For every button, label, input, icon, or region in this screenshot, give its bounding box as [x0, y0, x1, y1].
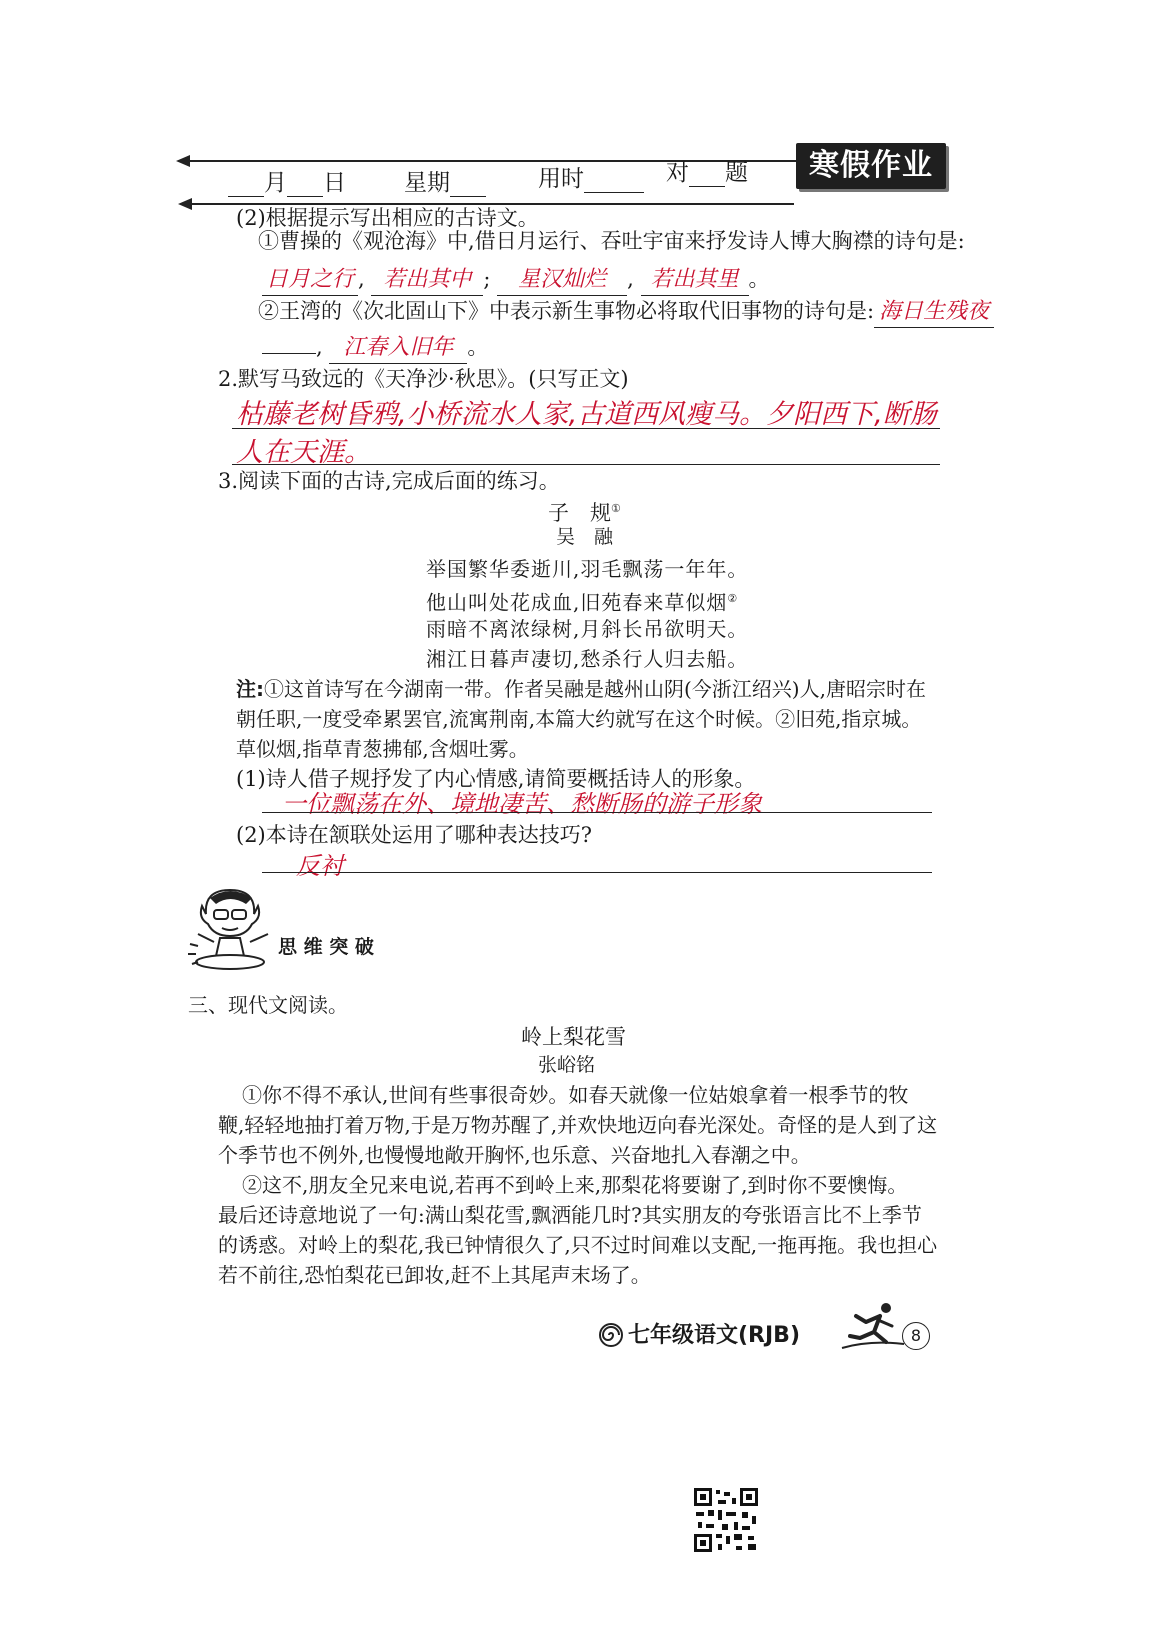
answer-blank-5[interactable]: 海日生残夜	[874, 297, 994, 328]
poem-notes-line3: 草似烟,指草青葱拂郁,含烟吐雾。	[236, 737, 529, 761]
q-sub2-item2-prompt: ②王湾的《次北固山下》中表示新生事物必将取代旧事物的诗句是:	[258, 299, 875, 323]
q2-label: 2.默写马致远的《天净沙·秋思》。(只写正文)	[218, 367, 629, 391]
runner-icon	[840, 1300, 906, 1350]
notes-text-1: ①这首诗写在今湖南一带。作者吴融是越州山阴(今浙江绍兴)人,唐昭宗时在	[264, 677, 926, 701]
poem-notes-line1	[236, 674, 926, 704]
article-author: 张峪铭	[538, 1054, 596, 1076]
poem-line-4: 湘江日暮声凄切,愁杀行人归去船。	[426, 647, 749, 671]
time-used-label: 用时	[538, 166, 584, 192]
poem-line-1: 举国繁华委逝川,羽毛飘荡一年年。	[426, 557, 749, 581]
time-field	[538, 160, 644, 193]
poem-author: 吴 融	[556, 526, 614, 548]
answer-blank-2[interactable]: 若出其中	[371, 265, 483, 296]
comma: ,	[316, 335, 323, 359]
winter-homework-badge: 寒假作业	[796, 143, 946, 189]
note-marker: ②	[727, 592, 739, 605]
section3-label: 三、现代文阅读。	[188, 993, 348, 1017]
q-sub2-label: (2)根据提示写出相应的古诗文。	[236, 206, 539, 230]
article-line-6: 的诱惑。对岭上的梨花,我已钟情很久了,只不过时间难以支配,一拖再拖。我也担心	[218, 1233, 938, 1257]
weekday-label: 星期	[404, 170, 450, 196]
arrow-left-icon	[178, 198, 192, 210]
weekday-field	[404, 164, 486, 197]
note-marker: ①	[611, 502, 621, 515]
article-line-5: 最后还诗意地说了一句:满山梨花雪,飘洒能几时?其实朋友的夸张语言比不上季节	[218, 1203, 922, 1227]
q-sub2-item2-line2	[262, 332, 488, 364]
q3-sub1-label: (1)诗人借子规抒发了内心情感,请简要概括诗人的形象。	[236, 767, 756, 791]
answer-blank-3[interactable]: 星汉灿烂	[497, 265, 627, 296]
notes-label: 注:	[236, 677, 264, 701]
q2-answer-line2[interactable]: 人在天涯。	[236, 437, 371, 468]
q2-answer-line1[interactable]: 枯藤老树昏鸦,小桥流水人家,古道西风瘦马。夕阳西下,断肠	[236, 399, 937, 430]
day-label: 日	[323, 170, 346, 196]
q-sub2-item1-answers	[262, 264, 770, 296]
q3-label: 3.阅读下面的古诗,完成后面的练习。	[218, 469, 560, 493]
answer-line	[262, 872, 932, 873]
article-line-4: ②这不,朋友全兄来电说,若再不到岭上来,那梨花将要谢了,到时你不要懊悔。	[242, 1173, 908, 1197]
arrow-left-icon	[176, 155, 190, 167]
date-fields	[228, 164, 346, 197]
time-used-blank[interactable]	[584, 166, 644, 193]
questions-label: 题	[725, 160, 748, 186]
period: 。	[748, 267, 770, 291]
footer-book-title: 七年级语文(RJB)	[628, 1323, 801, 1348]
cartoon-girl-icon	[186, 884, 282, 976]
score-field	[666, 154, 748, 187]
answer-blank-5-cont[interactable]	[262, 353, 316, 354]
q-sub2-item1-prompt: ①曹操的《观沧海》中,借日月运行、吞吐宇宙来抒发诗人博大胸襟的诗句是:	[258, 229, 965, 253]
answer-blank-6[interactable]: 江春入旧年	[329, 333, 467, 364]
comma: ,	[627, 267, 634, 291]
day-blank[interactable]	[287, 170, 323, 197]
section-badge-label: 思 维 突 破	[278, 936, 374, 958]
article-title: 岭上梨花雪	[521, 1025, 626, 1049]
semicolon: ;	[483, 267, 491, 291]
article-line-3: 个季节也不例外,也慢慢地敞开胸怀,也乐意、兴奋地扎入春潮之中。	[218, 1143, 811, 1167]
q3-sub2-label: (2)本诗在颔联处运用了哪种表达技巧?	[236, 823, 593, 847]
answer-blank-4[interactable]: 若出其里	[641, 265, 749, 296]
poem-line-3: 雨暗不离浓绿树,月斜长吊欲明天。	[426, 617, 749, 641]
q-sub2-item2	[258, 296, 994, 328]
comma: ,	[358, 267, 365, 291]
swirl-icon	[598, 1322, 624, 1348]
answer-blank-1[interactable]: 日月之行	[262, 265, 358, 296]
poem-title-text: 子 规	[548, 501, 611, 525]
answer-line	[232, 428, 940, 429]
q3-sub1-answer[interactable]: 一位飘荡在外、境地凄苦、愁断肠的游子形象	[282, 790, 762, 818]
poem-line-2	[426, 584, 738, 618]
qr-code-icon[interactable]	[692, 1486, 760, 1554]
answer-line	[262, 812, 932, 813]
weekday-blank[interactable]	[450, 170, 486, 197]
page-number: 8	[902, 1322, 930, 1350]
poem-notes-line2: 朝任职,一度受牵累罢官,流寓荆南,本篇大约就写在这个时候。②旧苑,指京城。	[236, 707, 922, 731]
period: 。	[467, 335, 489, 359]
answer-line	[232, 464, 940, 465]
correct-blank[interactable]	[689, 160, 725, 187]
poem-line-2-text: 他山叫处花成血,旧苑春来草似烟	[426, 590, 728, 615]
correct-label: 对	[666, 160, 689, 186]
month-label: 月	[264, 170, 287, 196]
month-blank[interactable]	[228, 170, 264, 197]
q3-sub2-answer[interactable]: 反衬	[296, 852, 344, 880]
article-line-2: 鞭,轻轻地抽打着万物,于是万物苏醒了,并欢快地迈向春光深处。奇怪的是人到了这	[218, 1113, 938, 1137]
article-line-7: 若不前往,恐怕梨花已卸妆,赶不上其尾声末场了。	[218, 1263, 651, 1287]
article-line-1: ①你不得不承认,世间有些事很奇妙。如春天就像一位姑娘拿着一根季节的牧	[242, 1083, 909, 1107]
